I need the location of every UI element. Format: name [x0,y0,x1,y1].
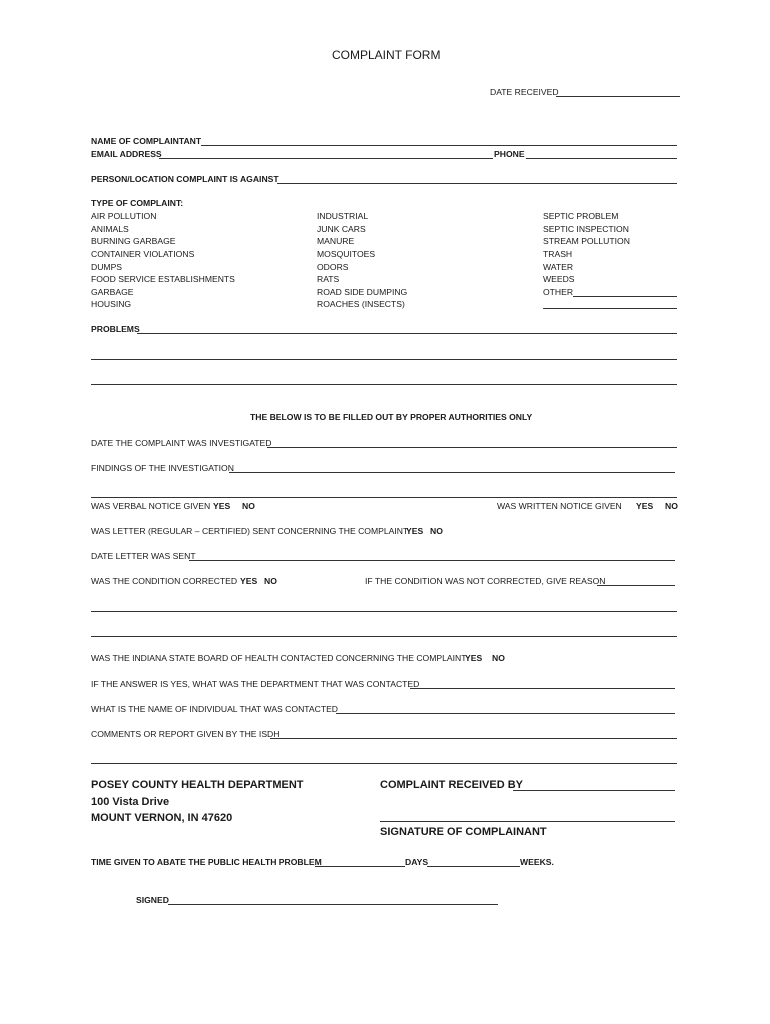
date-letter-sent-label: DATE LETTER WAS SENT [91,551,196,561]
written-notice-yes[interactable]: YES [636,501,654,511]
isbh-contacted-label: WAS THE INDIANA STATE BOARD OF HEALTH CONTACTED CONCERNING THE COMPLAINT [91,653,467,663]
findings-field[interactable] [229,472,675,473]
department-street: 100 Vista Drive [91,796,170,808]
letter-sent-label: WAS LETTER (REGULAR – CERTIFIED) SENT CONCERNING THE COMPLAINT [91,526,409,536]
findings-label: FINDINGS OF THE INVESTIGATION [91,463,234,473]
time-given-label: TIME GIVEN TO ABATE THE PUBLIC HEALTH PROBLEM [91,857,322,867]
complaint-type-item[interactable]: RATS [317,274,340,284]
complaint-type-item[interactable]: SEPTIC INSPECTION [543,224,629,234]
name-of-complainant-label: NAME OF COMPLAINTANT [91,136,202,146]
signed-field[interactable] [168,904,498,905]
weeks-label: WEEKS. [520,857,554,867]
complaint-type-other-label: OTHER [543,287,574,297]
complaint-type-item[interactable]: STREAM POLLUTION [543,236,630,246]
email-address-label: EMAIL ADDRESS [91,149,162,159]
complaint-type-item[interactable]: CONTAINER VIOLATIONS [91,249,195,259]
time-given-days-field[interactable] [315,866,405,867]
complaint-type-item[interactable]: ANIMALS [91,224,129,234]
findings-field-line-2[interactable] [91,497,677,498]
condition-corrected-yes[interactable]: YES [240,576,258,586]
complaint-type-item[interactable]: TRASH [543,249,573,259]
individual-contacted-field[interactable] [336,713,675,714]
email-address-field[interactable] [159,158,493,159]
complaint-type-item[interactable]: JUNK CARS [317,224,366,234]
isbh-contacted-yes[interactable]: YES [465,653,483,663]
complaint-type-item[interactable]: ROAD SIDE DUMPING [317,287,408,297]
complaint-type-item[interactable]: MANURE [317,236,355,246]
problems-field-line-2[interactable] [91,359,677,360]
name-of-complainant-field[interactable] [201,145,677,146]
phone-label: PHONE [494,149,525,159]
complaint-type-item[interactable]: FOOD SERVICE ESTABLISHMENTS [91,274,235,284]
other-field-line-2[interactable] [543,308,677,309]
problems-label: PROBLEMS [91,324,140,334]
date-letter-sent-field[interactable] [189,560,675,561]
authorities-heading: THE BELOW IS TO BE FILLED OUT BY PROPER AUTHORITIES ONLY [250,412,533,422]
signature-of-complainant-field[interactable] [380,821,675,822]
complaint-type-item[interactable]: INDUSTRIAL [317,211,369,221]
complaint-type-item[interactable]: SEPTIC PROBLEM [543,211,619,221]
reason-field-line-2[interactable] [91,611,677,612]
person-location-label: PERSON/LOCATION COMPLAINT IS AGAINST [91,174,279,184]
not-corrected-reason-field[interactable] [597,585,675,586]
complaint-received-by-field[interactable] [513,790,675,791]
complaint-type-item[interactable]: ODORS [317,262,349,272]
signed-label: SIGNED [136,895,169,905]
complaint-type-item[interactable]: GARBAGE [91,287,134,297]
verbal-notice-label: WAS VERBAL NOTICE GIVEN [91,501,211,511]
department-city: MOUNT VERNON, IN 47620 [91,812,233,824]
written-notice-label: WAS WRITTEN NOTICE GIVEN [497,501,622,511]
phone-field[interactable] [526,158,677,159]
complaint-type-item[interactable]: HOUSING [91,299,132,309]
verbal-notice-no[interactable]: NO [242,501,255,511]
letter-sent-yes[interactable]: YES [406,526,424,536]
problems-field-line-3[interactable] [91,384,677,385]
complaint-received-by-label: COMPLAINT RECEIVED BY [380,779,524,791]
complaint-type-item[interactable]: ROACHES (INSECTS) [317,299,405,309]
person-location-field[interactable] [277,183,677,184]
complaint-type-item[interactable]: MOSQUITOES [317,249,376,259]
department-name: POSEY COUNTY HEALTH DEPARTMENT [91,779,304,791]
not-corrected-reason-label: IF THE CONDITION WAS NOT CORRECTED, GIVE REASON [365,576,606,586]
isbh-contacted-no[interactable]: NO [492,653,505,663]
comments-isdh-field-line-2[interactable] [91,763,677,764]
signature-of-complainant-label: SIGNATURE OF COMPLAINANT [380,826,547,838]
date-investigated-field[interactable] [267,447,677,448]
other-field[interactable] [573,296,677,297]
individual-contacted-label: WHAT IS THE NAME OF INDIVIDUAL THAT WAS CONTACTED [91,704,339,714]
condition-corrected-no[interactable]: NO [264,576,277,586]
condition-corrected-label: WAS THE CONDITION CORRECTED [91,576,238,586]
complaint-type-item[interactable]: AIR POLLUTION [91,211,157,221]
comments-isdh-field[interactable] [270,738,677,739]
reason-field-line-3[interactable] [91,636,677,637]
department-contacted-field[interactable] [410,688,675,689]
letter-sent-no[interactable]: NO [430,526,443,536]
verbal-notice-yes[interactable]: YES [213,501,231,511]
date-received-field[interactable] [556,96,680,97]
days-label: DAYS [405,857,429,867]
comments-isdh-label: COMMENTS OR REPORT GIVEN BY THE ISDH [91,729,280,739]
complaint-type-item[interactable]: WATER [543,262,574,272]
time-given-weeks-field[interactable] [427,866,520,867]
complaint-type-item[interactable]: WEEDS [543,274,575,284]
written-notice-no[interactable]: NO [665,501,678,511]
date-investigated-label: DATE THE COMPLAINT WAS INVESTIGATED [91,438,272,448]
date-received-label: DATE RECEIVED [490,87,559,97]
complaint-type-item[interactable]: BURNING GARBAGE [91,236,176,246]
page-title: COMPLAINT FORM [332,48,441,62]
department-contacted-label: IF THE ANSWER IS YES, WHAT WAS THE DEPARTMENT THAT WAS CONTACTED [91,679,420,689]
problems-field[interactable] [137,333,677,334]
type-of-complaint-label: TYPE OF COMPLAINT: [91,198,184,208]
complaint-type-item[interactable]: DUMPS [91,262,123,272]
